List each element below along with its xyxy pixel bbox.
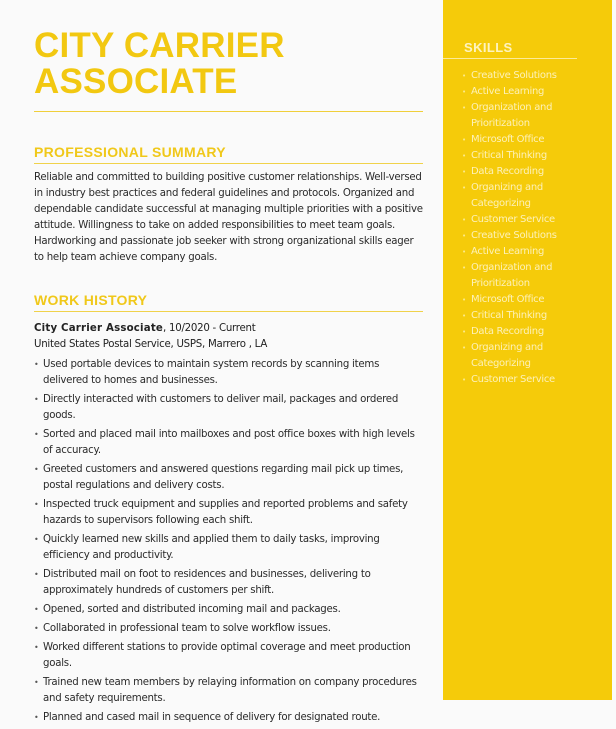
job-bullet: • Planned and cased mail in sequence of delivery for designated route. — [34, 710, 423, 726]
resume-name-heading — [34, 28, 285, 100]
skill-item: • Organizing and Categorizing — [462, 180, 602, 212]
skill-item: • Customer Service — [462, 372, 602, 388]
skill-item: • Organizing and Categorizing — [462, 340, 602, 372]
job-title-line — [34, 321, 423, 337]
skill-item: • Critical Thinking — [462, 148, 602, 164]
skills-list — [462, 68, 602, 388]
job-bullet: • Distributed mail on foot to residences and businesses, delivering to approximately hundreds of customers per shift. — [34, 567, 423, 599]
job-bullet: • Collaborated in professional team to solve workflow issues. — [34, 621, 423, 637]
job-bullet: • Used portable devices to maintain system records by scanning items delivered to homes and businesses. — [34, 357, 423, 389]
job-bullet: • Directly interacted with customers to deliver mail, packages and ordered goods. — [34, 392, 423, 424]
skills-sidebar — [443, 0, 612, 700]
name-line-1: CITY CARRIER — [34, 26, 285, 65]
job-bullet-list — [34, 357, 423, 729]
job-title: City Carrier Associate — [34, 323, 163, 334]
work-history-section-title: WORK HISTORY — [34, 292, 423, 312]
resume-main-column — [34, 0, 423, 723]
skill-item: • Microsoft Office — [462, 132, 602, 148]
job-bullet: • Opened, sorted and distributed incoming mail and packages. — [34, 602, 423, 618]
job-bullet: • Quickly learned new skills and applied them to daily tasks, improving efficiency and productivity. — [34, 532, 423, 564]
skill-item: • Microsoft Office — [462, 292, 602, 308]
skill-item: • Data Recording — [462, 164, 602, 180]
skill-item: • Data Recording — [462, 324, 602, 340]
skill-item: • Organization and Prioritization — [462, 260, 602, 292]
skill-item: • Active Learning — [462, 84, 602, 100]
skills-divider — [443, 58, 577, 59]
job-dates: , 10/2020 - Current — [163, 323, 256, 334]
summary-paragraph: Reliable and committed to building positive customer relationships. Well-versed in industry best practices and federal guidelines and protocols. Organized and dependable candidate successful at managing multiple priorities with a positive attitude. Willingness to take on added responsibilities to meet team goals. Hardworking and passionate job seeker with strong organizational skills eager to help team achieve company goals. — [34, 172, 423, 263]
job-bullet: • Trained new team members by relaying information on company procedures and safety requirements. — [34, 675, 423, 707]
skill-item: • Creative Solutions — [462, 228, 602, 244]
name-divider — [34, 111, 423, 112]
skill-item: • Customer Service — [462, 212, 602, 228]
job-entry-header — [34, 321, 423, 353]
job-bullet: • Sorted and placed mail into mailboxes and post office boxes with high levels of accuracy. — [34, 427, 423, 459]
job-bullet: • Greeted customers and answered questions regarding mail pick up times, postal regulations and delivery costs. — [34, 462, 423, 494]
job-bullet: • Inspected truck equipment and supplies and reported problems and safety hazards to supervisors following each shift. — [34, 497, 423, 529]
skill-item: • Creative Solutions — [462, 68, 602, 84]
summary-section-title: PROFESSIONAL SUMMARY — [34, 144, 423, 164]
job-bullet: • Worked different stations to provide optimal coverage and meet production goals. — [34, 640, 423, 672]
skill-item: • Active Learning — [462, 244, 602, 260]
name-line-2: ASSOCIATE — [34, 62, 238, 101]
job-employer: United States Postal Service, USPS, Marrero , LA — [34, 339, 268, 350]
skills-section-title: SKILLS — [464, 40, 513, 55]
skill-item: • Critical Thinking — [462, 308, 602, 324]
skill-item: • Organization and Prioritization — [462, 100, 602, 132]
